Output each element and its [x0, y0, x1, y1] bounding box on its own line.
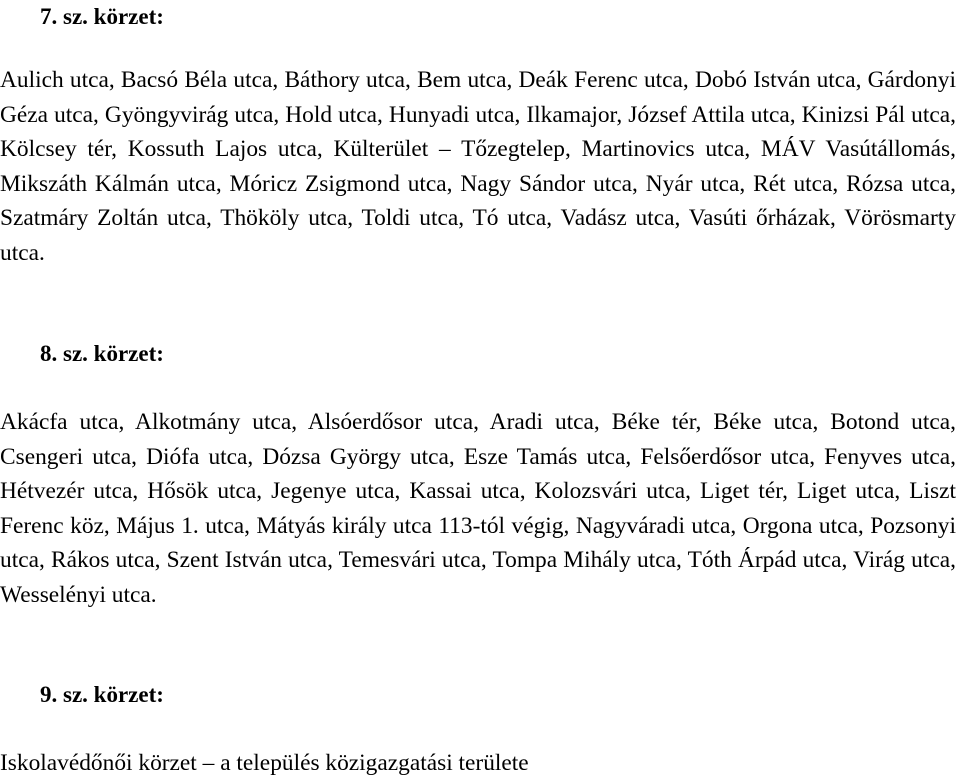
district-7-streets: Aulich utca, Bacsó Béla utca, Báthory utca, Bem utca, Deák Ferenc utca, Dobó István utca, Gárdonyi Géza utca, Gyöngyvirág utca, Hold utca, Hunyadi utca, Ilkamajor, József Attila utca, Kinizsi Pál utca, Kölcsey tér, Kossuth Lajos utca, Külterület – Tőzegtelep, Martinovics utca, MÁV Vasútállomás, Mikszáth Kálmán utca, Móricz Zsigmond utca, Nagy Sándor utca, Nyár utca, Rét utca, Rózsa utca, Szatmáry Zoltán utca, Thököly utca, Toldi utca, Tó utca, Vadász utca, Vasúti őrházak, Vörösmarty utca. [0, 67, 956, 266]
district-8-heading: 8. sz. körzet: [40, 341, 164, 366]
district-7-heading: 7. sz. körzet: [40, 4, 164, 29]
district-8-streets: Akácfa utca, Alkotmány utca, Alsóerdősor utca, Aradi utca, Béke tér, Béke utca, Botond utca, Csengeri utca, Diófa utca, Dózsa György utca, Esze Tamás utca, Felsőerdősor utca, Fenyves utca, Hétvezér utca, Hősök utca, Jegenye utca, Kassai utca, Kolozsvári utca, Liget tér, Liget utca, Liszt Ferenc köz, Május 1. utca, Mátyás király utca 113-tól végig, Nagyváradi utca, Orgona utca, Pozsonyi utca, Rákos utca, Szent István utca, Temesvári utca, Tompa Mihály utca, Tóth Árpád utca, Virág utca, Wesselényi utca. [0, 409, 956, 608]
district-9-area: Iskolavédőnői körzet – a település közigazgatási területe [0, 750, 529, 776]
district-9-heading: 9. sz. körzet: [40, 682, 164, 707]
